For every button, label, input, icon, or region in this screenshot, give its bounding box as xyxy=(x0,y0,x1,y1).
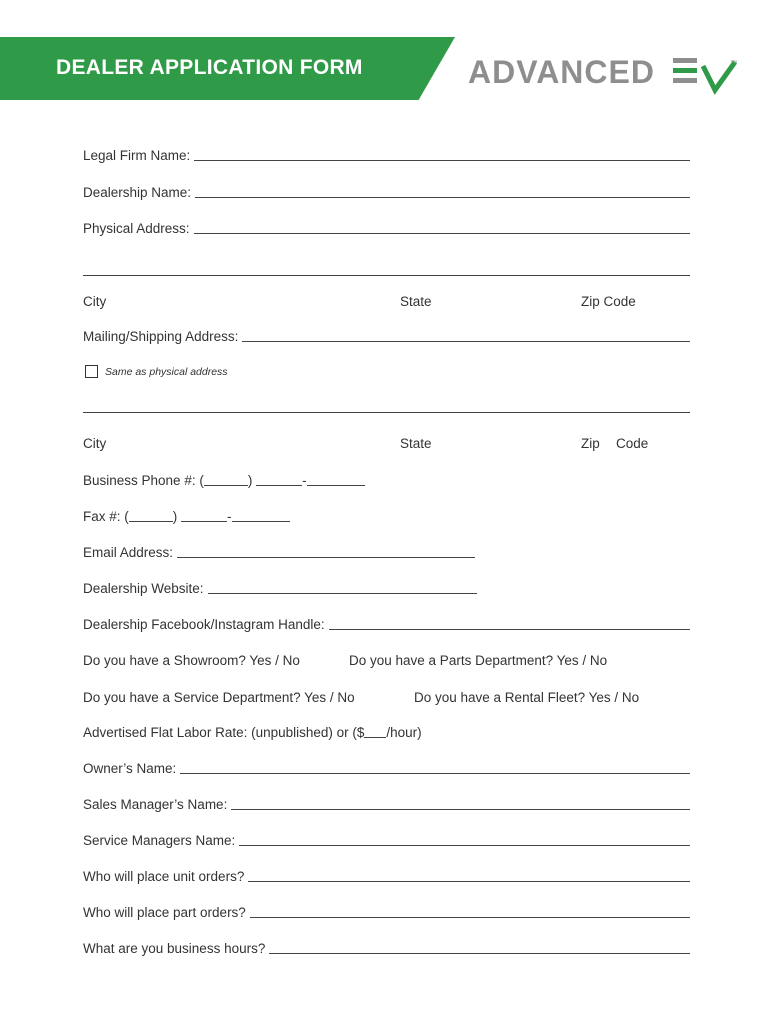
legal-firm-name-label: Legal Firm Name: xyxy=(83,148,191,163)
email-field[interactable] xyxy=(83,545,475,560)
business-hours-label: What are you business hours? xyxy=(83,941,266,956)
rental-fleet-question[interactable]: Do you have a Rental Fleet? Yes / No xyxy=(414,690,640,705)
same-as-physical-label: Same as physical address xyxy=(105,366,228,378)
dealership-name-label: Dealership Name: xyxy=(83,185,192,200)
sales-manager-field[interactable] xyxy=(83,797,690,812)
zip-code-label: Zip Code xyxy=(581,294,636,309)
fax-close-paren: ) xyxy=(172,509,178,524)
trademark-symbol: ™ xyxy=(730,60,737,67)
fax-dash: - xyxy=(227,509,232,524)
part-orders-field[interactable] xyxy=(83,905,690,920)
state-label-2: State xyxy=(400,436,432,451)
legal-firm-name-input-line[interactable] xyxy=(194,159,690,161)
labor-rate-unit: /hour) xyxy=(386,725,422,740)
website-input-line[interactable] xyxy=(208,592,477,594)
service-managers-field[interactable] xyxy=(83,833,690,848)
social-handle-label: Dealership Facebook/Instagram Handle: xyxy=(83,617,325,632)
logo-wordmark: ADVANCED xyxy=(468,54,655,90)
phone-area-code-line[interactable] xyxy=(204,485,248,486)
mailing-address-label: Mailing/Shipping Address: xyxy=(83,329,239,344)
website-field[interactable] xyxy=(83,581,477,596)
advanced-ev-logo xyxy=(468,52,738,98)
physical-address-line-2[interactable] xyxy=(83,275,690,276)
service-managers-label: Service Managers Name: xyxy=(83,833,236,848)
phone-dash: - xyxy=(302,473,307,488)
state-label: State xyxy=(400,294,432,309)
business-hours-field[interactable] xyxy=(83,941,690,956)
city-label-2: City xyxy=(83,436,107,451)
mailing-address-line-2[interactable] xyxy=(83,412,690,413)
fax-label: Fax #: ( xyxy=(83,509,129,524)
owner-name-label: Owner’s Name: xyxy=(83,761,177,776)
service-dept-question[interactable]: Do you have a Service Department? Yes / No xyxy=(83,690,355,705)
unit-orders-field[interactable] xyxy=(83,869,690,884)
fax-area-code-line[interactable] xyxy=(129,521,173,522)
labor-rate-label: Advertised Flat Labor Rate: (unpublished) or ($ xyxy=(83,725,365,740)
sales-manager-label: Sales Manager’s Name: xyxy=(83,797,228,812)
unit-orders-input-line[interactable] xyxy=(248,880,690,882)
dealership-name-field[interactable] xyxy=(83,185,690,200)
mailing-address-input-line[interactable] xyxy=(242,340,690,342)
fax-prefix-line[interactable] xyxy=(181,521,227,522)
city-label: City xyxy=(83,294,107,309)
business-hours-input-line[interactable] xyxy=(269,952,690,954)
fax-number-line[interactable] xyxy=(232,521,290,522)
social-handle-input-line[interactable] xyxy=(329,628,690,630)
website-label: Dealership Website: xyxy=(83,581,204,596)
phone-number-line[interactable] xyxy=(307,485,365,486)
service-managers-input-line[interactable] xyxy=(239,844,690,846)
showroom-question[interactable]: Do you have a Showroom? Yes / No xyxy=(83,653,300,668)
social-handle-field[interactable] xyxy=(83,617,690,632)
same-as-physical-checkbox[interactable] xyxy=(85,365,98,378)
physical-address-field[interactable] xyxy=(83,221,690,236)
unit-orders-label: Who will place unit orders? xyxy=(83,869,245,884)
dealership-name-input-line[interactable] xyxy=(195,196,690,198)
parts-dept-question[interactable]: Do you have a Parts Department? Yes / No xyxy=(349,653,608,668)
zip-label-2: Zip xyxy=(581,436,600,451)
part-orders-label: Who will place part orders? xyxy=(83,905,246,920)
owner-name-field[interactable] xyxy=(83,761,690,776)
email-label: Email Address: xyxy=(83,545,174,560)
phone-prefix-line[interactable] xyxy=(256,485,302,486)
labor-rate-field[interactable] xyxy=(83,725,422,740)
sales-manager-input-line[interactable] xyxy=(231,808,690,810)
mailing-address-field[interactable] xyxy=(83,329,690,344)
email-input-line[interactable] xyxy=(177,556,475,558)
fax-field[interactable] xyxy=(83,509,290,524)
labor-rate-input-line[interactable] xyxy=(364,737,386,738)
part-orders-input-line[interactable] xyxy=(250,916,690,918)
physical-address-input-line[interactable] xyxy=(194,232,690,234)
phone-close-paren: ) xyxy=(247,473,253,488)
business-phone-label: Business Phone #: ( xyxy=(83,473,204,488)
owner-name-input-line[interactable] xyxy=(180,772,690,774)
business-phone-field[interactable] xyxy=(83,473,365,488)
form-title: DEALER APPLICATION FORM xyxy=(56,56,363,79)
physical-address-label: Physical Address: xyxy=(83,221,190,236)
legal-firm-name-field[interactable] xyxy=(83,148,690,163)
code-label-2: Code xyxy=(616,436,649,451)
